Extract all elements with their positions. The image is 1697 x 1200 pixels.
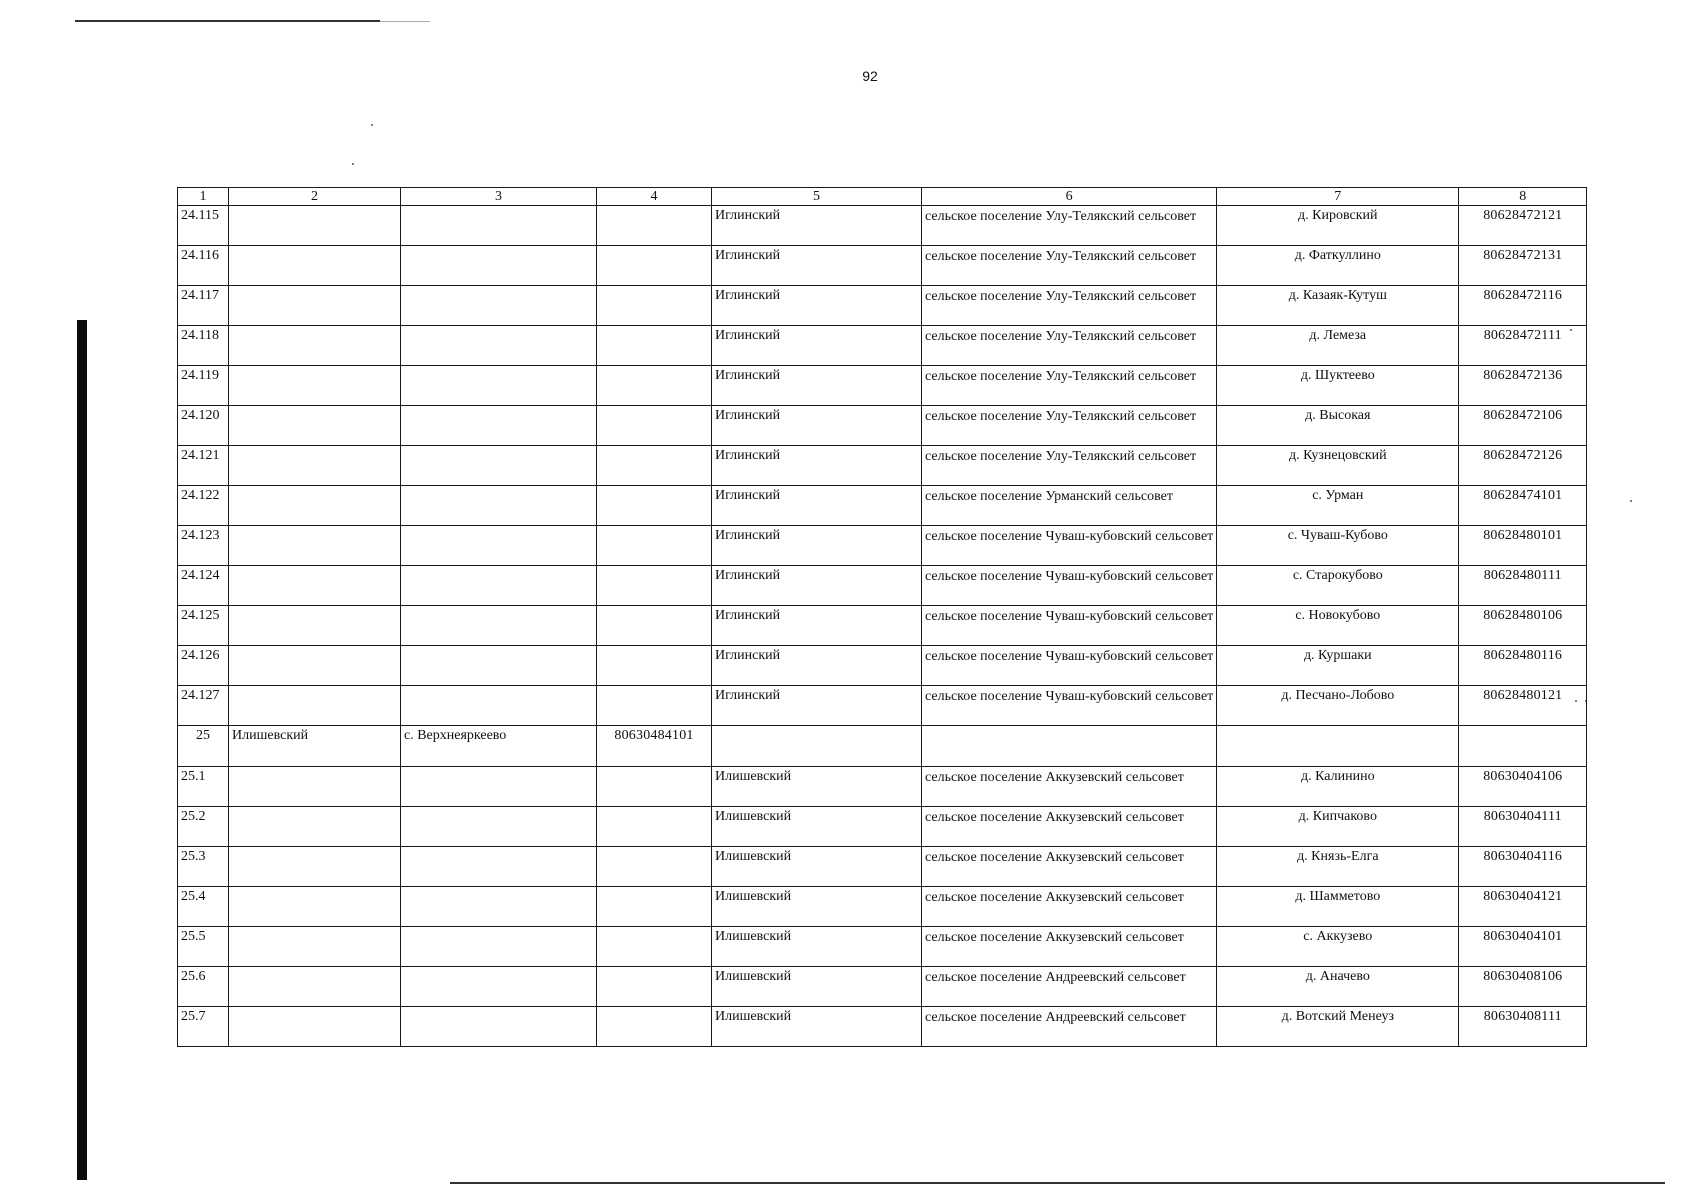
oktmo-code-cell: 80628472136: [1459, 366, 1587, 406]
municipality-name-cell: [229, 406, 401, 446]
district-cell: Илишевский: [712, 807, 922, 847]
administrative-center-cell: [401, 847, 597, 887]
settlement-cell: сельское поселение Улу-Телякский сельсовет: [922, 246, 1217, 286]
administrative-center-cell: [401, 286, 597, 326]
municipality-name-cell: [229, 927, 401, 967]
locality-cell: д. Высокая: [1217, 406, 1459, 446]
municipality-name-cell: [229, 366, 401, 406]
municipality-code-cell: [597, 406, 712, 446]
municipality-code-cell: [597, 646, 712, 686]
district-cell: Илишевский: [712, 887, 922, 927]
locality-cell: с. Новокубово: [1217, 606, 1459, 646]
row-number-cell: 24.119: [178, 366, 229, 406]
table-row: [178, 767, 1587, 807]
locality-cell: д. Шуктеево: [1217, 366, 1459, 406]
table-row: [178, 646, 1587, 686]
administrative-center-cell: [401, 967, 597, 1007]
administrative-center-cell: [401, 606, 597, 646]
municipality-code-cell: [597, 326, 712, 366]
row-number-cell: 24.122: [178, 486, 229, 526]
row-number-cell: 24.125: [178, 606, 229, 646]
table-row: [178, 566, 1587, 606]
settlement-cell: сельское поселение Аккузевский сельсовет: [922, 807, 1217, 847]
municipality-code-cell: 80630484101: [597, 726, 712, 767]
row-number-cell: 25.3: [178, 847, 229, 887]
district-cell: Иглинский: [712, 206, 922, 246]
row-number-cell: 25.5: [178, 927, 229, 967]
oktmo-code-cell: 80628480106: [1459, 606, 1587, 646]
municipality-code-cell: [597, 486, 712, 526]
municipality-code-cell: [597, 686, 712, 726]
locality-cell: с. Урман: [1217, 486, 1459, 526]
oktmo-code-cell: 80630408111: [1459, 1007, 1587, 1047]
settlement-cell: сельское поселение Чуваш-кубовский сельсовет: [922, 526, 1217, 566]
municipality-code-cell: [597, 1007, 712, 1047]
table-row: [178, 326, 1587, 366]
oktmo-code-cell: 80628480121: [1459, 686, 1587, 726]
district-cell: Иглинский: [712, 486, 922, 526]
district-cell: Иглинский: [712, 606, 922, 646]
table-body: [178, 206, 1587, 1047]
municipality-name-cell: [229, 206, 401, 246]
row-number-cell: 24.115: [178, 206, 229, 246]
administrative-center-cell: [401, 1007, 597, 1047]
municipality-row: [178, 726, 1587, 767]
row-number-cell: 25.1: [178, 767, 229, 807]
oktmo-code-cell: 80628472116: [1459, 286, 1587, 326]
district-cell: [712, 726, 922, 767]
oktmo-code-cell: 80628480111: [1459, 566, 1587, 606]
table-row: [178, 246, 1587, 286]
settlement-cell: сельское поселение Чуваш-кубовский сельсовет: [922, 686, 1217, 726]
oktmo-code-cell: 80628472111: [1459, 326, 1587, 366]
administrative-center-cell: [401, 566, 597, 606]
row-number-cell: 24.127: [178, 686, 229, 726]
scan-speck: [371, 124, 373, 126]
municipality-name-cell: [229, 686, 401, 726]
municipality-code-cell: [597, 566, 712, 606]
column-header: 8: [1459, 188, 1587, 206]
municipality-code-cell: [597, 847, 712, 887]
oktmo-code-cell: 80630404106: [1459, 767, 1587, 807]
settlement-cell: сельское поселение Улу-Телякский сельсовет: [922, 326, 1217, 366]
settlement-cell: сельское поселение Улу-Телякский сельсовет: [922, 446, 1217, 486]
district-cell: Иглинский: [712, 246, 922, 286]
municipality-code-cell: [597, 526, 712, 566]
district-cell: Иглинский: [712, 526, 922, 566]
scan-border-top: [75, 20, 380, 22]
settlement-cell: сельское поселение Чуваш-кубовский сельсовет: [922, 646, 1217, 686]
oktmo-code-cell: 80628472131: [1459, 246, 1587, 286]
locality-cell: д. Кипчаково: [1217, 807, 1459, 847]
table-row: [178, 606, 1587, 646]
administrative-center-cell: [401, 927, 597, 967]
administrative-center-cell: [401, 446, 597, 486]
administrative-center-cell: [401, 486, 597, 526]
municipality-name-cell: Илишевский: [229, 726, 401, 767]
locality-cell: д. Шамметово: [1217, 887, 1459, 927]
oktmo-code-cell: 80628472121: [1459, 206, 1587, 246]
row-number-cell: 25.7: [178, 1007, 229, 1047]
oktmo-code-cell: 80628480116: [1459, 646, 1587, 686]
municipality-name-cell: [229, 246, 401, 286]
settlement-cell: сельское поселение Аккузевский сельсовет: [922, 927, 1217, 967]
settlement-cell: сельское поселение Улу-Телякский сельсовет: [922, 206, 1217, 246]
column-header: 2: [229, 188, 401, 206]
oktmo-code-cell: [1459, 726, 1587, 767]
scan-border-top-faint: [380, 21, 430, 22]
table-row: [178, 486, 1587, 526]
municipality-name-cell: [229, 606, 401, 646]
locality-cell: с. Аккузево: [1217, 927, 1459, 967]
column-header: 5: [712, 188, 922, 206]
locality-cell: д. Лемеза: [1217, 326, 1459, 366]
district-cell: Илишевский: [712, 1007, 922, 1047]
municipality-code-cell: [597, 446, 712, 486]
column-header: 6: [922, 188, 1217, 206]
table-row: [178, 967, 1587, 1007]
municipality-name-cell: [229, 767, 401, 807]
municipality-name-cell: [229, 566, 401, 606]
district-cell: Илишевский: [712, 847, 922, 887]
municipality-code-cell: [597, 286, 712, 326]
municipality-name-cell: [229, 967, 401, 1007]
municipality-name-cell: [229, 1007, 401, 1047]
column-header: 1: [178, 188, 229, 206]
locality-cell: д. Калинино: [1217, 767, 1459, 807]
row-number-cell: 25.2: [178, 807, 229, 847]
locality-cell: д. Кузнецовский: [1217, 446, 1459, 486]
oktmo-code-cell: 80628472106: [1459, 406, 1587, 446]
locality-cell: д. Фаткуллино: [1217, 246, 1459, 286]
district-cell: Илишевский: [712, 927, 922, 967]
district-cell: Иглинский: [712, 366, 922, 406]
table-row: [178, 286, 1587, 326]
settlement-cell: сельское поселение Аккузевский сельсовет: [922, 847, 1217, 887]
administrative-center-cell: [401, 646, 597, 686]
administrative-center-cell: [401, 887, 597, 927]
oktmo-code-cell: 80628480101: [1459, 526, 1587, 566]
row-number-cell: 24.123: [178, 526, 229, 566]
table-row: [178, 206, 1587, 246]
locality-cell: [1217, 726, 1459, 767]
table-row: [178, 1007, 1587, 1047]
table-row: [178, 887, 1587, 927]
administrative-center-cell: [401, 767, 597, 807]
scan-border-left: [77, 320, 87, 1180]
municipality-name-cell: [229, 486, 401, 526]
municipality-code-cell: [597, 767, 712, 807]
table-row: [178, 366, 1587, 406]
locality-cell: д. Кировский: [1217, 206, 1459, 246]
column-header: 4: [597, 188, 712, 206]
municipality-name-cell: [229, 326, 401, 366]
administrative-center-cell: [401, 807, 597, 847]
locality-cell: с. Старокубово: [1217, 566, 1459, 606]
administrative-center-cell: [401, 366, 597, 406]
locality-cell: д. Князь-Елга: [1217, 847, 1459, 887]
municipality-name-cell: [229, 286, 401, 326]
district-cell: Иглинский: [712, 566, 922, 606]
column-header: 7: [1217, 188, 1459, 206]
row-number-cell: 25: [178, 726, 229, 767]
district-cell: Иглинский: [712, 406, 922, 446]
table-row: [178, 406, 1587, 446]
settlement-cell: сельское поселение Улу-Телякский сельсовет: [922, 286, 1217, 326]
row-number-cell: 25.6: [178, 967, 229, 1007]
municipality-name-cell: [229, 807, 401, 847]
settlement-cell: [922, 726, 1217, 767]
row-number-cell: 24.121: [178, 446, 229, 486]
settlement-cell: сельское поселение Улу-Телякский сельсовет: [922, 406, 1217, 446]
oktmo-code-cell: 80628472126: [1459, 446, 1587, 486]
district-cell: Илишевский: [712, 767, 922, 807]
scan-border-bottom: [450, 1182, 1665, 1184]
locality-cell: д. Вотский Менеуз: [1217, 1007, 1459, 1047]
settlement-cell: сельское поселение Улу-Телякский сельсовет: [922, 366, 1217, 406]
table-row: [178, 526, 1587, 566]
locality-cell: д. Аначево: [1217, 967, 1459, 1007]
oktmo-code-cell: 80630408106: [1459, 967, 1587, 1007]
table-row: [178, 847, 1587, 887]
registry-table: [177, 187, 1587, 1047]
column-number-row: [178, 188, 1587, 206]
settlement-cell: сельское поселение Андреевский сельсовет: [922, 967, 1217, 1007]
settlement-cell: сельское поселение Андреевский сельсовет: [922, 1007, 1217, 1047]
scan-speck: [352, 163, 354, 165]
municipality-name-cell: [229, 646, 401, 686]
table-row: [178, 446, 1587, 486]
row-number-cell: 24.124: [178, 566, 229, 606]
table-row: [178, 807, 1587, 847]
district-cell: Иглинский: [712, 446, 922, 486]
locality-cell: д. Казаяк-Кутуш: [1217, 286, 1459, 326]
municipality-code-cell: [597, 807, 712, 847]
row-number-cell: 24.116: [178, 246, 229, 286]
administrative-center-cell: [401, 246, 597, 286]
district-cell: Иглинский: [712, 686, 922, 726]
district-cell: Иглинский: [712, 326, 922, 366]
settlement-cell: сельское поселение Урманский сельсовет: [922, 486, 1217, 526]
row-number-cell: 24.117: [178, 286, 229, 326]
oktmo-code-cell: 80628474101: [1459, 486, 1587, 526]
locality-cell: д. Куршаки: [1217, 646, 1459, 686]
locality-cell: д. Песчано-Лобово: [1217, 686, 1459, 726]
settlement-cell: сельское поселение Аккузевский сельсовет: [922, 887, 1217, 927]
row-number-cell: 24.126: [178, 646, 229, 686]
municipality-code-cell: [597, 967, 712, 1007]
row-number-cell: 24.118: [178, 326, 229, 366]
settlement-cell: сельское поселение Аккузевский сельсовет: [922, 767, 1217, 807]
district-cell: Иглинский: [712, 286, 922, 326]
administrative-center-cell: [401, 326, 597, 366]
administrative-center-cell: [401, 686, 597, 726]
municipality-code-cell: [597, 246, 712, 286]
municipality-code-cell: [597, 887, 712, 927]
table-row: [178, 686, 1587, 726]
row-number-cell: 24.120: [178, 406, 229, 446]
municipality-code-cell: [597, 206, 712, 246]
municipality-name-cell: [229, 847, 401, 887]
page-number: 92: [862, 68, 878, 84]
administrative-center-cell: [401, 406, 597, 446]
municipality-code-cell: [597, 927, 712, 967]
administrative-center-cell: с. Верхнеяркеево: [401, 726, 597, 767]
settlement-cell: сельское поселение Чуваш-кубовский сельсовет: [922, 566, 1217, 606]
locality-cell: с. Чуваш-Кубово: [1217, 526, 1459, 566]
settlement-cell: сельское поселение Чуваш-кубовский сельсовет: [922, 606, 1217, 646]
column-header: 3: [401, 188, 597, 206]
district-cell: Иглинский: [712, 646, 922, 686]
municipality-name-cell: [229, 887, 401, 927]
table-row: [178, 927, 1587, 967]
administrative-center-cell: [401, 206, 597, 246]
municipality-code-cell: [597, 366, 712, 406]
municipality-name-cell: [229, 446, 401, 486]
district-cell: Илишевский: [712, 967, 922, 1007]
scan-speck: [1630, 500, 1632, 502]
oktmo-code-cell: 80630404116: [1459, 847, 1587, 887]
oktmo-code-cell: 80630404121: [1459, 887, 1587, 927]
municipality-code-cell: [597, 606, 712, 646]
oktmo-code-cell: 80630404111: [1459, 807, 1587, 847]
oktmo-code-cell: 80630404101: [1459, 927, 1587, 967]
administrative-center-cell: [401, 526, 597, 566]
municipality-name-cell: [229, 526, 401, 566]
row-number-cell: 25.4: [178, 887, 229, 927]
